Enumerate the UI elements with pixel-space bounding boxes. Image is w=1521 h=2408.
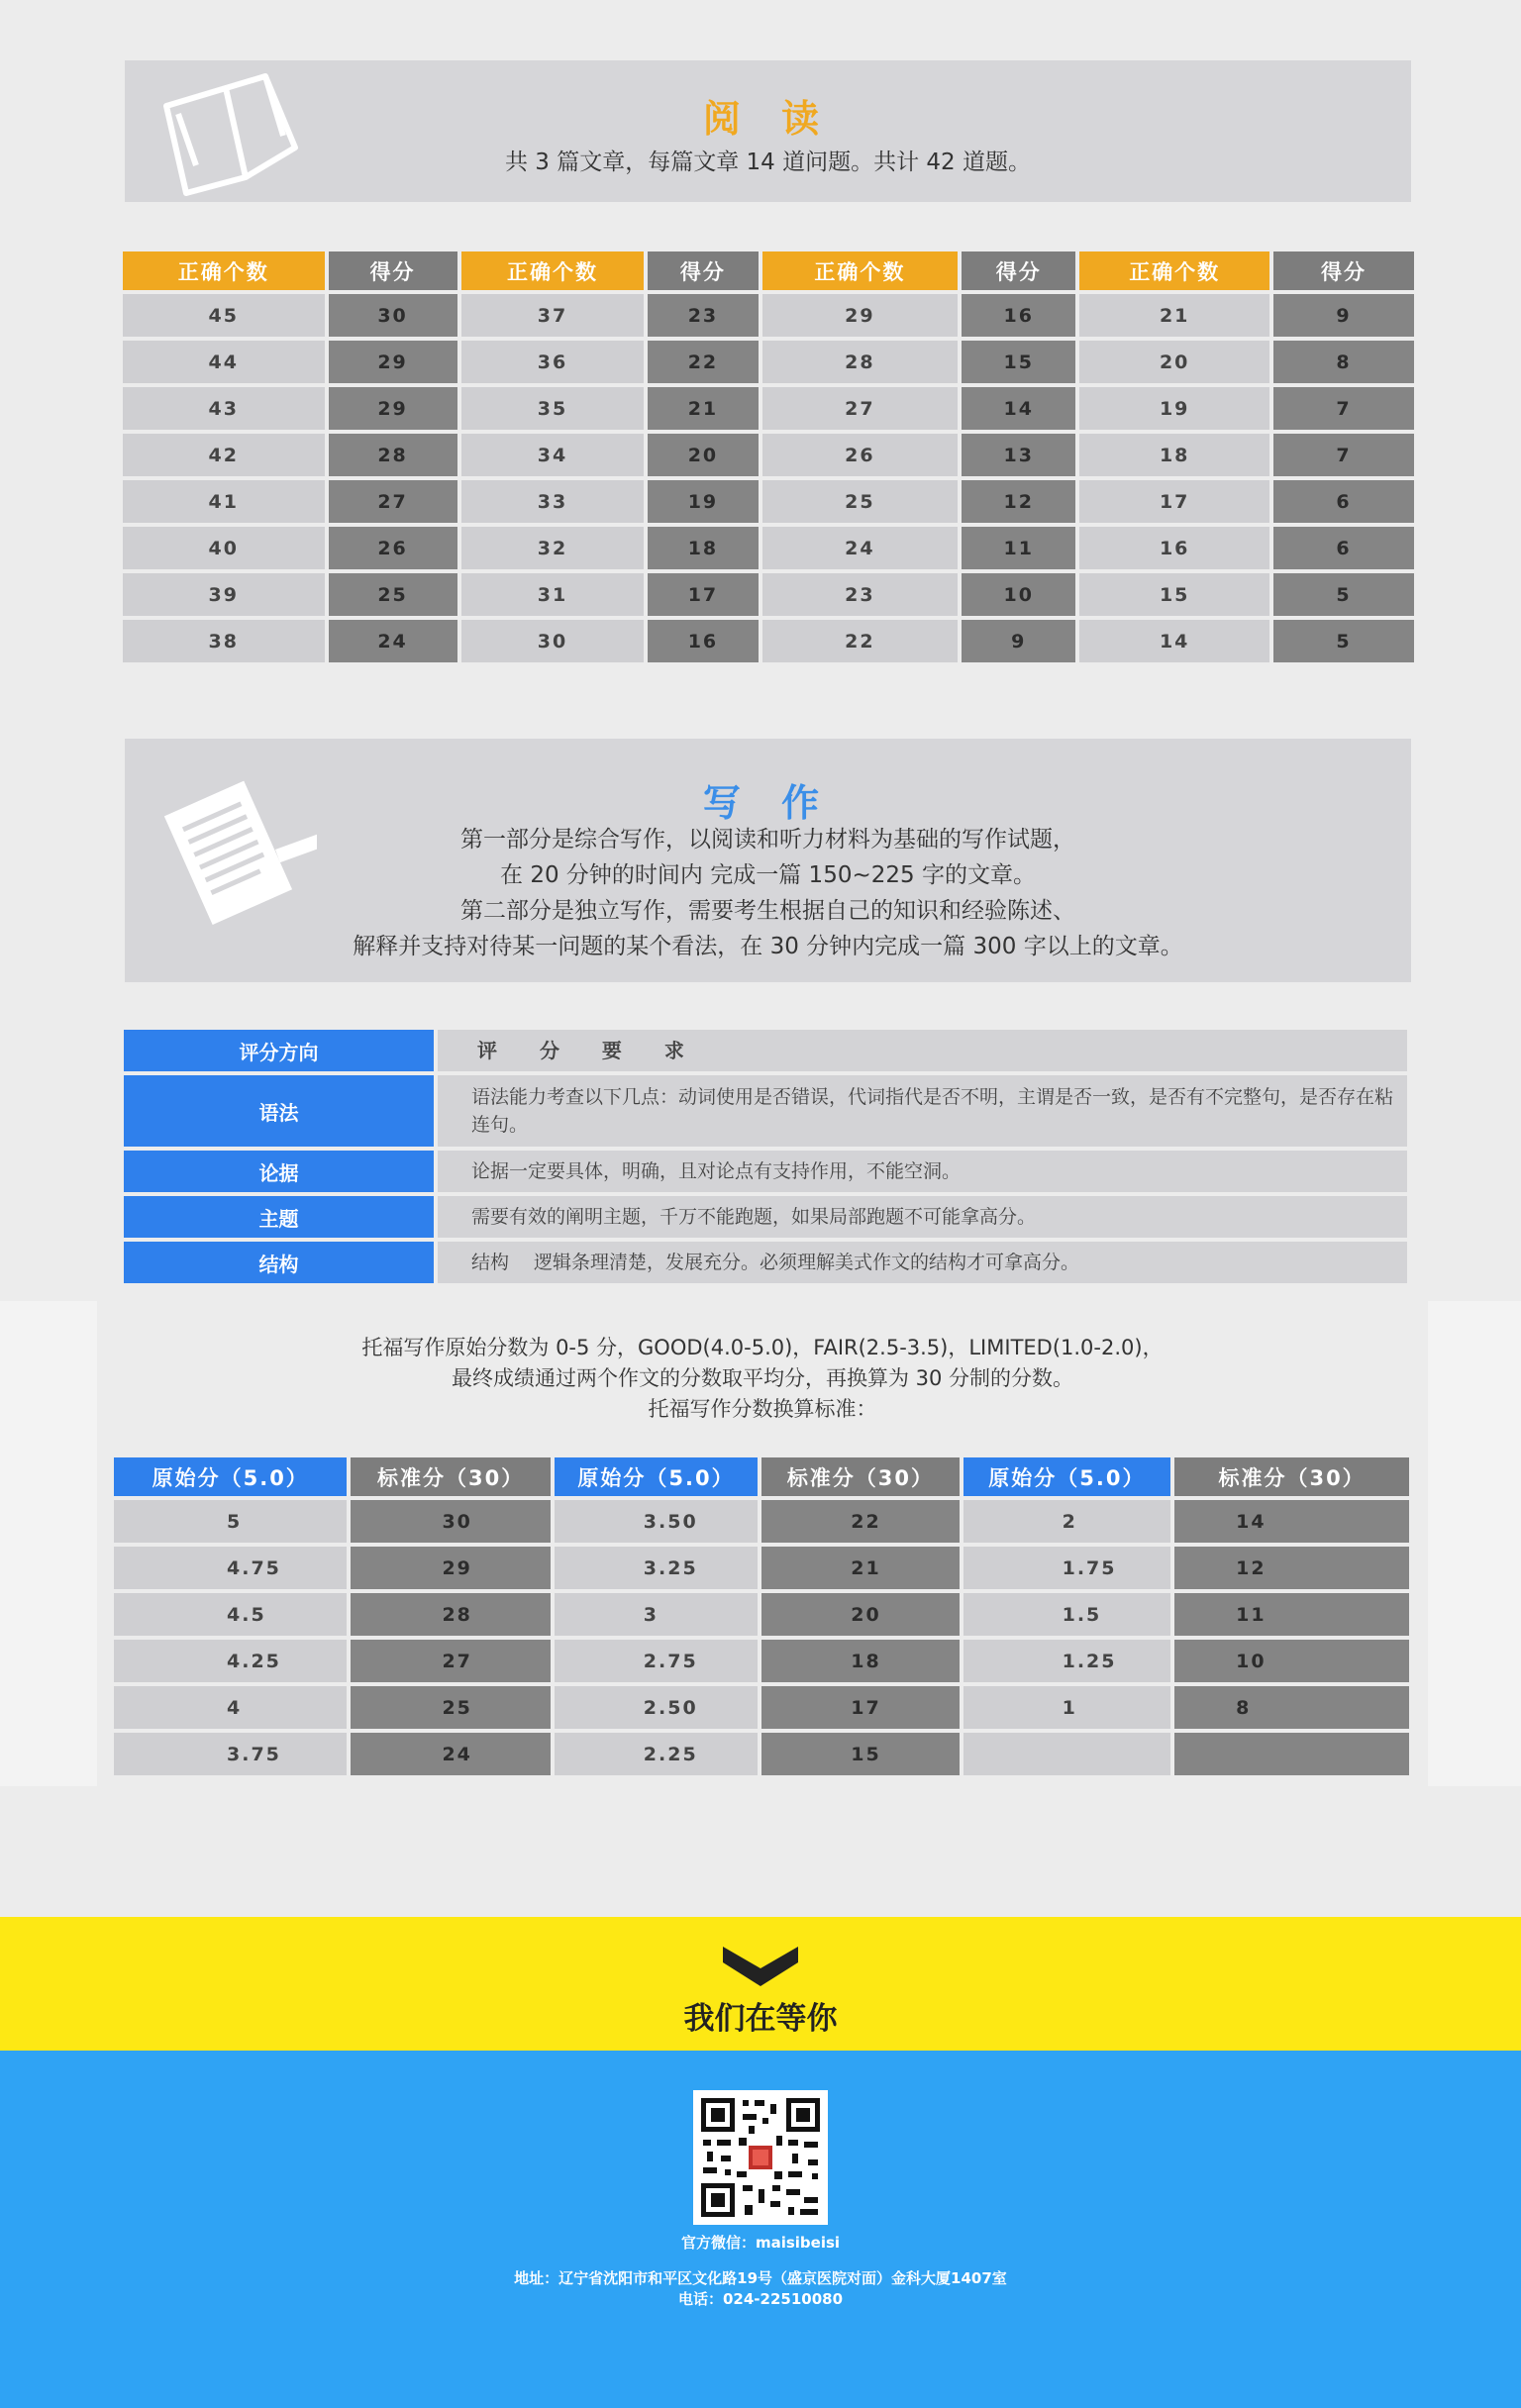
address-text: 地址：辽宁省沈阳市和平区文化路19号（盛京医院对面）金科大厦1407室 [514,2269,1007,2287]
scaled-score-cell: 27 [351,1640,550,1682]
reading-title: 阅 读 [702,97,834,141]
raw-score-cell: 3.25 [555,1547,758,1589]
reading-description: 共 3 篇文章，每篇文章 14 道问题。共计 42 道题。 [504,150,1032,175]
writing-conversion-table [110,1454,1413,1779]
header-correct-count: 正确个数 [461,251,645,290]
correct-count-cell: 34 [461,434,645,476]
correct-count-cell: 21 [1079,294,1269,337]
raw-score-cell: 2.25 [555,1733,758,1775]
score-cell: 10 [962,573,1075,616]
correct-count-cell: 31 [461,573,645,616]
reading-score-table [119,248,1418,666]
criteria-label: 论据 [124,1151,434,1192]
wechat-id: 官方微信：maisibeisi [680,2234,841,2252]
reading-banner [125,60,1411,202]
score-cell: 11 [962,527,1075,569]
header-raw-score: 原始分（5.0） [555,1457,758,1496]
writing-line-4: 解释并支持对待某一问题的某个看法，在 30 分钟内完成一篇 300 字以上的文章。 [353,934,1183,959]
scaled-score-cell: 14 [1174,1500,1409,1543]
header-raw-score: 原始分（5.0） [963,1457,1171,1496]
score-cell: 5 [1273,573,1414,616]
criteria-text: 论据一定要具体，明确，且对论点有支持作用，不能空洞。 [438,1151,1407,1192]
correct-count-cell: 43 [123,387,325,430]
correct-count-cell: 41 [123,480,325,523]
scaled-score-cell: 12 [1174,1547,1409,1589]
scaled-score-cell: 25 [351,1686,550,1729]
correct-count-cell: 14 [1079,620,1269,662]
table-row [123,527,1414,569]
header-score: 得分 [1273,251,1414,290]
correct-count-cell: 20 [1079,341,1269,383]
writing-title: 写 作 [702,781,834,825]
score-cell: 7 [1273,387,1414,430]
raw-score-cell: 2.50 [555,1686,758,1729]
score-cell: 29 [329,387,457,430]
correct-count-cell: 40 [123,527,325,569]
score-cell: 9 [1273,294,1414,337]
score-cell: 19 [648,480,758,523]
score-cell: 7 [1273,434,1414,476]
raw-score-cell: 4.75 [114,1547,347,1589]
raw-score-cell: 4.25 [114,1640,347,1682]
correct-count-cell: 25 [762,480,959,523]
header-scaled-score: 标准分（30） [761,1457,959,1496]
table-row [123,387,1414,430]
correct-count-cell: 15 [1079,573,1269,616]
correct-count-cell: 36 [461,341,645,383]
criteria-header-text: 评 分 要 求 [438,1030,1407,1071]
header-score: 得分 [962,251,1075,290]
scaled-score-cell: 11 [1174,1593,1409,1636]
qr-code-icon [693,2090,828,2225]
phone-text: 电话：024-22510080 [677,2290,844,2308]
scaled-score-cell: 20 [761,1593,959,1636]
raw-score-cell: 1 [963,1686,1171,1729]
score-cell: 29 [329,341,457,383]
table-header-row [123,251,1414,290]
table-row [123,480,1414,523]
scaled-score-cell: 24 [351,1733,550,1775]
correct-count-cell: 16 [1079,527,1269,569]
raw-score-cell: 1.25 [963,1640,1171,1682]
table-row [114,1640,1409,1682]
score-cell: 18 [648,527,758,569]
score-cell: 5 [1273,620,1414,662]
score-cell: 27 [329,480,457,523]
scaled-score-cell: 18 [761,1640,959,1682]
score-cell: 28 [329,434,457,476]
score-cell: 12 [962,480,1075,523]
panel-edge-right [1428,1301,1521,1786]
header-correct-count: 正确个数 [1079,251,1269,290]
writing-criteria-table [120,1026,1411,1287]
raw-score-cell: 3.50 [555,1500,758,1543]
writing-line-1: 第一部分是综合写作，以阅读和听力材料为基础的写作试题， [460,827,1075,853]
score-cell: 9 [962,620,1075,662]
criteria-row-grammar [124,1075,1407,1147]
wechat-qr-code [693,2090,828,2225]
table-row [114,1547,1409,1589]
correct-count-cell: 38 [123,620,325,662]
scaled-score-cell: 15 [761,1733,959,1775]
raw-score-cell: 3.75 [114,1733,347,1775]
conversion-note-line-1: 托福写作原始分数为 0-5 分，GOOD(4.0-5.0)，FAIR(2.5-3.5)，LIMITED(1.0-2.0)， [361,1336,1164,1359]
table-row [123,434,1414,476]
table-row [114,1733,1409,1775]
score-cell: 17 [648,573,758,616]
chevron-down-icon [721,1939,800,1988]
correct-count-cell: 42 [123,434,325,476]
correct-count-cell: 27 [762,387,959,430]
scaled-score-cell [1174,1733,1409,1775]
score-cell: 13 [962,434,1075,476]
table-row [114,1593,1409,1636]
correct-count-cell: 37 [461,294,645,337]
scaled-score-cell: 8 [1174,1686,1409,1729]
correct-count-cell: 35 [461,387,645,430]
table-row [123,294,1414,337]
score-cell: 6 [1273,527,1414,569]
header-scaled-score: 标准分（30） [351,1457,550,1496]
table-row [123,573,1414,616]
raw-score-cell: 2 [963,1500,1171,1543]
score-cell: 30 [329,294,457,337]
scaled-score-cell: 29 [351,1547,550,1589]
correct-count-cell: 19 [1079,387,1269,430]
scaled-score-cell: 22 [761,1500,959,1543]
criteria-label: 结构 [124,1242,434,1283]
table-row [114,1686,1409,1729]
criteria-header-label: 评分方向 [124,1030,434,1071]
correct-count-cell: 44 [123,341,325,383]
correct-count-cell: 23 [762,573,959,616]
table-row [123,341,1414,383]
scaled-score-cell: 30 [351,1500,550,1543]
header-score: 得分 [648,251,758,290]
criteria-row-theme [124,1196,1407,1238]
criteria-row-evidence [124,1151,1407,1192]
raw-score-cell: 4 [114,1686,347,1729]
header-correct-count: 正确个数 [762,251,959,290]
score-cell: 22 [648,341,758,383]
score-cell: 25 [329,573,457,616]
score-cell: 20 [648,434,758,476]
criteria-text: 语法能力考查以下几点：动词使用是否错误，代词指代是否不明，主谓是否一致，是否有不完整句，是否存在粘连句。 [438,1075,1407,1147]
correct-count-cell: 26 [762,434,959,476]
correct-count-cell: 32 [461,527,645,569]
header-correct-count: 正确个数 [123,251,325,290]
conversion-note-line-3: 托福写作分数换算标准： [648,1397,877,1421]
criteria-label: 语法 [124,1075,434,1147]
waiting-heading: 我们在等你 [683,2001,838,2037]
correct-count-cell: 45 [123,294,325,337]
correct-count-cell: 22 [762,620,959,662]
header-score: 得分 [329,251,457,290]
score-cell: 26 [329,527,457,569]
score-cell: 14 [962,387,1075,430]
raw-score-cell: 2.75 [555,1640,758,1682]
correct-count-cell: 39 [123,573,325,616]
score-cell: 6 [1273,480,1414,523]
raw-score-cell: 1.5 [963,1593,1171,1636]
header-raw-score: 原始分（5.0） [114,1457,347,1496]
score-cell: 8 [1273,341,1414,383]
conversion-note-line-2: 最终成绩通过两个作文的分数取平均分，再换算为 30 分制的分数。 [451,1366,1074,1390]
header-scaled-score: 标准分（30） [1174,1457,1409,1496]
correct-count-cell: 17 [1079,480,1269,523]
correct-count-cell: 28 [762,341,959,383]
correct-count-cell: 30 [461,620,645,662]
correct-count-cell: 29 [762,294,959,337]
scaled-score-cell: 10 [1174,1640,1409,1682]
criteria-text: 需要有效的阐明主题，千万不能跑题，如果局部跑题不可能拿高分。 [438,1196,1407,1238]
scaled-score-cell: 17 [761,1686,959,1729]
table-row [123,620,1414,662]
score-cell: 21 [648,387,758,430]
score-cell: 23 [648,294,758,337]
criteria-text: 结构 逻辑条理清楚，发展充分。必须理解美式作文的结构才可拿高分。 [438,1242,1407,1283]
writing-line-3: 第二部分是独立写作，需要考生根据自己的知识和经验陈述、 [460,898,1075,924]
score-cell: 16 [962,294,1075,337]
writing-banner [125,739,1411,982]
raw-score-cell: 5 [114,1500,347,1543]
scaled-score-cell: 28 [351,1593,550,1636]
writing-line-2: 在 20 分钟的时间内 完成一篇 150~225 字的文章。 [500,862,1036,888]
raw-score-cell [963,1733,1171,1775]
correct-count-cell: 24 [762,527,959,569]
score-cell: 16 [648,620,758,662]
raw-score-cell: 4.5 [114,1593,347,1636]
writing-description [125,822,1411,964]
score-cell: 15 [962,341,1075,383]
table-row [114,1500,1409,1543]
panel-edge-left [0,1301,97,1786]
raw-score-cell: 1.75 [963,1547,1171,1589]
correct-count-cell: 18 [1079,434,1269,476]
criteria-header-row [124,1030,1407,1071]
score-cell: 24 [329,620,457,662]
correct-count-cell: 33 [461,480,645,523]
criteria-label: 主题 [124,1196,434,1238]
raw-score-cell: 3 [555,1593,758,1636]
criteria-row-structure [124,1242,1407,1283]
scaled-score-cell: 21 [761,1547,959,1589]
table-header-row [114,1457,1409,1496]
conversion-note [97,1333,1428,1425]
